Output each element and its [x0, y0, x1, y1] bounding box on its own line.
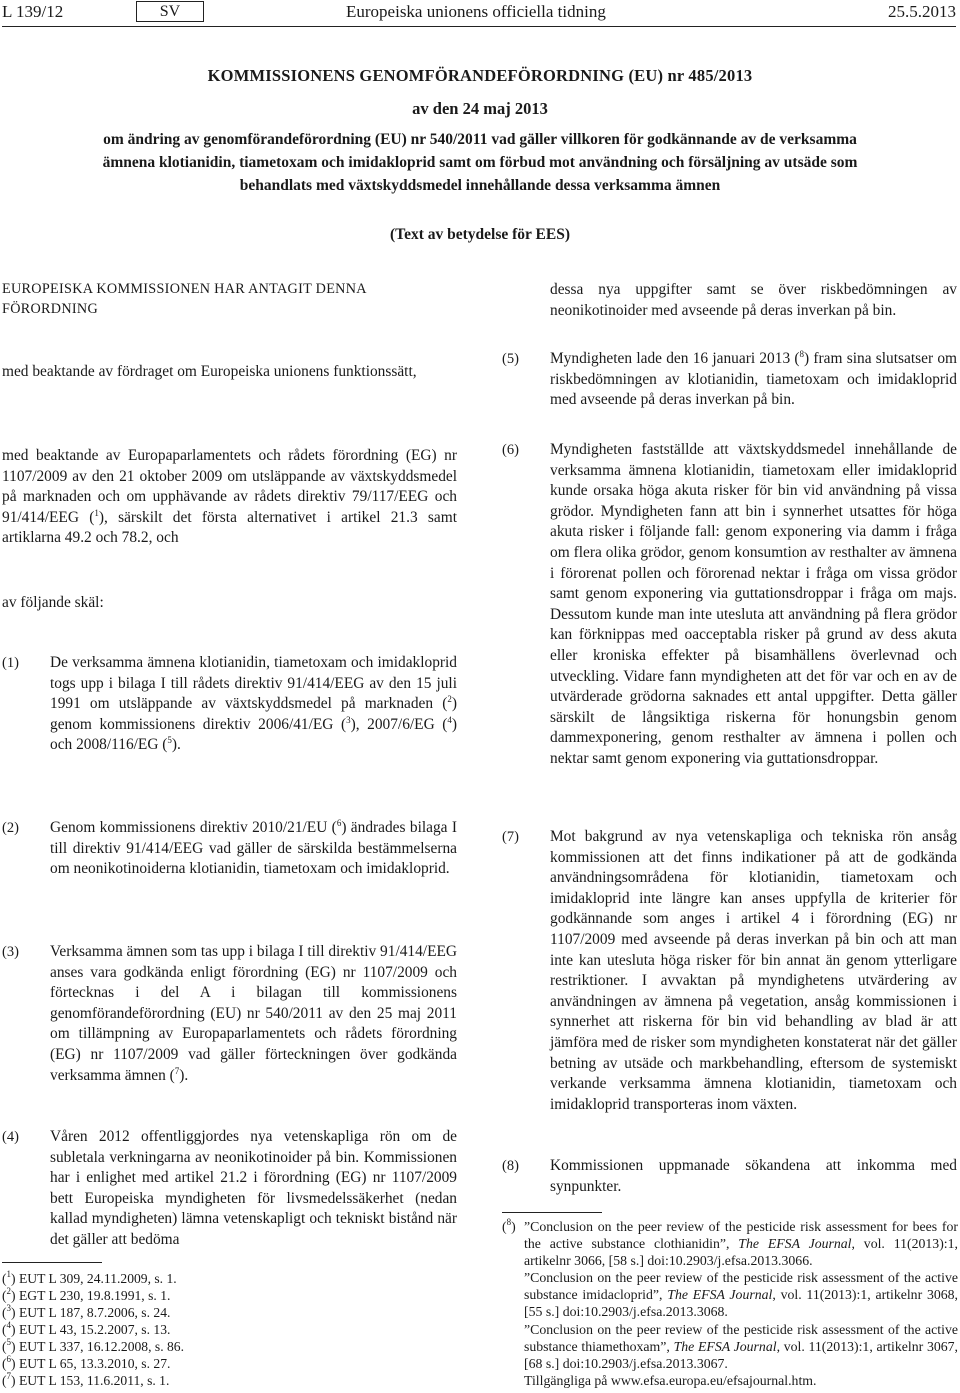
footnote-rule	[502, 1212, 602, 1213]
footnote-ref[interactable]: 7	[174, 1065, 180, 1076]
adoption-formula: EUROPEISKA KOMMISSIONEN HAR ANTAGIT DENNA FÖRORDNING	[2, 281, 367, 317]
footnote: ($^2$) EGT L 230, 19.8.1991, s. 1.	[2, 1286, 171, 1303]
recital-number: (6)	[502, 442, 519, 458]
recital-text: Mot bakgrund av nya vetenskapliga och tekniska rön ansåg kommissionen att det finns indikationer på att de godkända användningsområdena för klotianidin, tiametoxam och imidakloprid inte längre kan anses uppfylla de kriterier för godkännande som anges i artikel 4 i förordning (EG) nr 1107/2009 med avseende på deras inverkan på bin och att man inte kan utesluta höga risker för bin annat än genom ytterligare restriktioner. I avvaktan på myndighetens utvärdering av användningen av ämnena på vegetation, ansåg kommissionen i synnerhet att riskerna för bin vid behandling av blad är att jämföra med de risker som myndigheten konstaterat när det gäller betning av utsäde och markbehandling, eftersom de systemiskt verkande verksamma ämnena klotianidin, tiametoxam och imidakloprid transporteras inom växten.	[550, 828, 957, 1113]
footnotes-left	[2, 1270, 462, 1389]
regulation-title: KOMMISSIONENS GENOMFÖRANDEFÖRORDNING (EU) nr 485/2013	[207, 66, 753, 85]
recital-number: (4)	[2, 1129, 19, 1145]
recital-3	[2, 942, 457, 1092]
language-badge: SV	[136, 1, 204, 22]
regulation-subject: om ändring av genomförandeförordning (EU) nr 540/2011 vad gäller villkoren för godkännande av de verksamma ämnena klotianidin, tiametoxam och imidakloprid samt om förbud mot användning och försäljning av utsäde som behandlats med växtskyddsmedel innehållande dessa verksamma ämnen	[102, 131, 858, 194]
footnote-entry: ”Conclusion on the peer review of the pesticide risk assessment for bees for the active substance clothianidin”, The EFSA Journal, vol. 11(2013):1, artikelnr 3066, [58 s.] doi:10.2903/j.efsa.2013.3066.	[524, 1219, 958, 1269]
footnote-entry: ”Conclusion on the peer review of the pesticide risk assessment of the active substance imidacloprid”, The EFSA Journal, vol. 11(2013):1, artikelnr 3068, [55 s.] doi:10.2903/j.efsa.2013.3068.	[524, 1270, 958, 1320]
footnote-ref[interactable]: 1	[94, 507, 99, 518]
citation-regulation: med beaktande av Europaparlamentets och rådets förordning (EG) nr 1107/2009 av den 21 oktober 2009 om utsläppande av växtskyddsmedel på marknaden och om upphävande av rådets direktiv 79/117/EEG och 91/414/EEG ($^1$), särskilt det första alternativet i artikel 21.3 samt artiklarna 49.2 och 78.2, och	[2, 447, 458, 547]
recital-4	[2, 1127, 457, 1247]
footnote-ref[interactable]: 8	[799, 349, 805, 359]
recital-1	[2, 653, 457, 783]
recital-7	[502, 827, 957, 1127]
regulation-date: av den 24 maj 2013	[412, 99, 548, 118]
recital-text: De verksamma ämnena klotianidin, tiametoxam och imidakloprid togs upp i bilaga I till rådets direktiv 91/414/EEG av den 15 juli 1991 om utsläppande av växtskyddsmedel på marknaden ($^2$) genom kommissionens direktiv 2006/41/EG ($^3$), 2007/6/EG ($^4$) och 2008/116/EG ($^5$).	[50, 654, 457, 754]
recital-number: (2)	[2, 820, 19, 836]
recital-number: (8)	[502, 1158, 519, 1174]
whereas-intro: av följande skäl:	[2, 594, 104, 611]
footnote: ($^1$) EUT L 309, 24.11.2009, s. 1.	[2, 1269, 177, 1286]
recital-8	[502, 1156, 957, 1201]
header-rule	[2, 26, 956, 27]
footnote-ref[interactable]: 3	[346, 714, 351, 725]
footnote: ($^6$) EUT L 65, 13.3.2010, s. 27.	[2, 1354, 171, 1371]
recital-number: (5)	[502, 351, 519, 367]
recital-6	[502, 440, 957, 800]
publication-date: 25.5.2013	[888, 2, 956, 21]
ees-relevance: (Text av betydelse för EES)	[390, 226, 570, 243]
footnote-ref[interactable]: 2	[447, 694, 452, 705]
footnote-ref[interactable]: 5	[167, 735, 172, 746]
recital-text: Myndigheten lade den 16 januari 2013 ($^8$) fram sina slutsatser om riskbedömningen av klotianidin, tiametoxam och imidakloprid med avseende på deras inverkan på bin.	[550, 349, 957, 409]
recital-number: (3)	[2, 944, 19, 960]
footnote-link[interactable]: Tillgängliga på www.efsa.europa.eu/efsajournal.htm.	[524, 1372, 817, 1388]
recital-number: (7)	[502, 829, 519, 845]
footnote: ($^4$) EUT L 43, 15.2.2007, s. 13.	[2, 1320, 171, 1337]
footnote-entry: ”Conclusion on the peer review of the pesticide risk assessment of the active substance thiamethoxam”, The EFSA Journal, vol. 11(2013):1, artikelnr 3067, [68 s.] doi:10.2903/j.efsa.2013.3067.	[524, 1321, 958, 1371]
journal-name: Europeiska unionens officiella tidning	[346, 2, 606, 21]
recital-text: Myndigheten fastställde att växtskyddsmedel innehållande de verksamma ämnena klotianidin, tiametoxam eller imidakloprid kunde orsaka höga akuta risker för bin vid användning på vissa grödor. Myndigheten fann att bin i synnerhet utsattes för höga akuta risker i följande fall: genom exponering via damm i fråga om flera olika grödor, genom konsumtion av resthalter av ämnena i förorenat pollen och förorenad nektar i fråga om vissa grödor samt genom exponering via guttationsdroppar i fråga om majs. Dessutom kunde man inte utesluta att användning på flera grödor kan förknippas med oacceptabla risker på grund av dess akuta eller kroniska effekter på bisamhällens överlevnad och utveckling. Vidare fann myndigheten att det för var och en av de utvärderade grödorna saknades ett antal uppgifter. Detta gäller särskilt de långsiktiga riskerna för honungsbin genom dammexponering, genom resthalter av ämnena i pollen och nektar samt genom exponering via guttationsdroppar.	[550, 441, 957, 767]
recital-text: Kommissionen uppmanade sökandena att inkomma med synpunkter.	[550, 1157, 957, 1195]
footnote: ($^5$) EUT L 337, 16.12.2008, s. 86.	[2, 1337, 184, 1354]
recital-2	[2, 818, 457, 908]
recital-text: Verksamma ämnen som tas upp i bilaga I till direktiv 91/414/EEG anses vara godkända enligt förordning (EG) nr 1107/2009 och förtecknas i del A i bilagan till kommissionens genomförandeförordning (EU) nr 540/2011 av den 25 maj 2011 om tillämpning av Europaparlamentets och rådets förordning (EG) nr 1107/2009 vad gäller förteckningen över godkända verksamma ämnen ($^7$).	[50, 943, 457, 1084]
recital-text: Genom kommissionens direktiv 2010/21/EU ($^6$) ändrades bilaga I till direktiv 91/414/EEG vad gäller de särskilda bestämmelserna om neonikotinoiderna klotianidin, tiametoxam och imidakloprid.	[50, 818, 457, 878]
footnote: ($^3$) EUT L 187, 8.7.2006, s. 24.	[2, 1303, 171, 1320]
footnote: ($^7$) EUT L 153, 11.6.2011, s. 1.	[2, 1371, 170, 1388]
recital-5	[502, 349, 957, 419]
page-reference: L 139/12	[2, 2, 64, 21]
footnote-ref[interactable]: 4	[447, 714, 452, 725]
footnote-marker: ($^8$)	[502, 1217, 516, 1234]
footnote-rule	[2, 1262, 102, 1263]
recital-4-continued: dessa nya uppgifter samt se över riskbedömningen av neonikotinoider med avseende på deras inverkan på bin.	[550, 281, 957, 319]
recital-text: Våren 2012 offentliggjordes nya vetenskapliga rön om de subletala verkningarna av neonikotinoider på bin. Kommissionen har i enlighet med artikel 21.2 i förordning (EG) nr 1107/2009 bett Europeiska myndigheten för livsmedelssäkerhet (nedan kallad myndigheten) lämna vetenskapligt och tekniskt bistånd när det gäller att bedöma	[50, 1128, 457, 1248]
recital-number: (1)	[2, 655, 19, 671]
footnote-ref[interactable]: 6	[336, 818, 342, 828]
citation-treaty: med beaktande av fördraget om Europeiska unionens funktionssätt,	[2, 363, 417, 380]
